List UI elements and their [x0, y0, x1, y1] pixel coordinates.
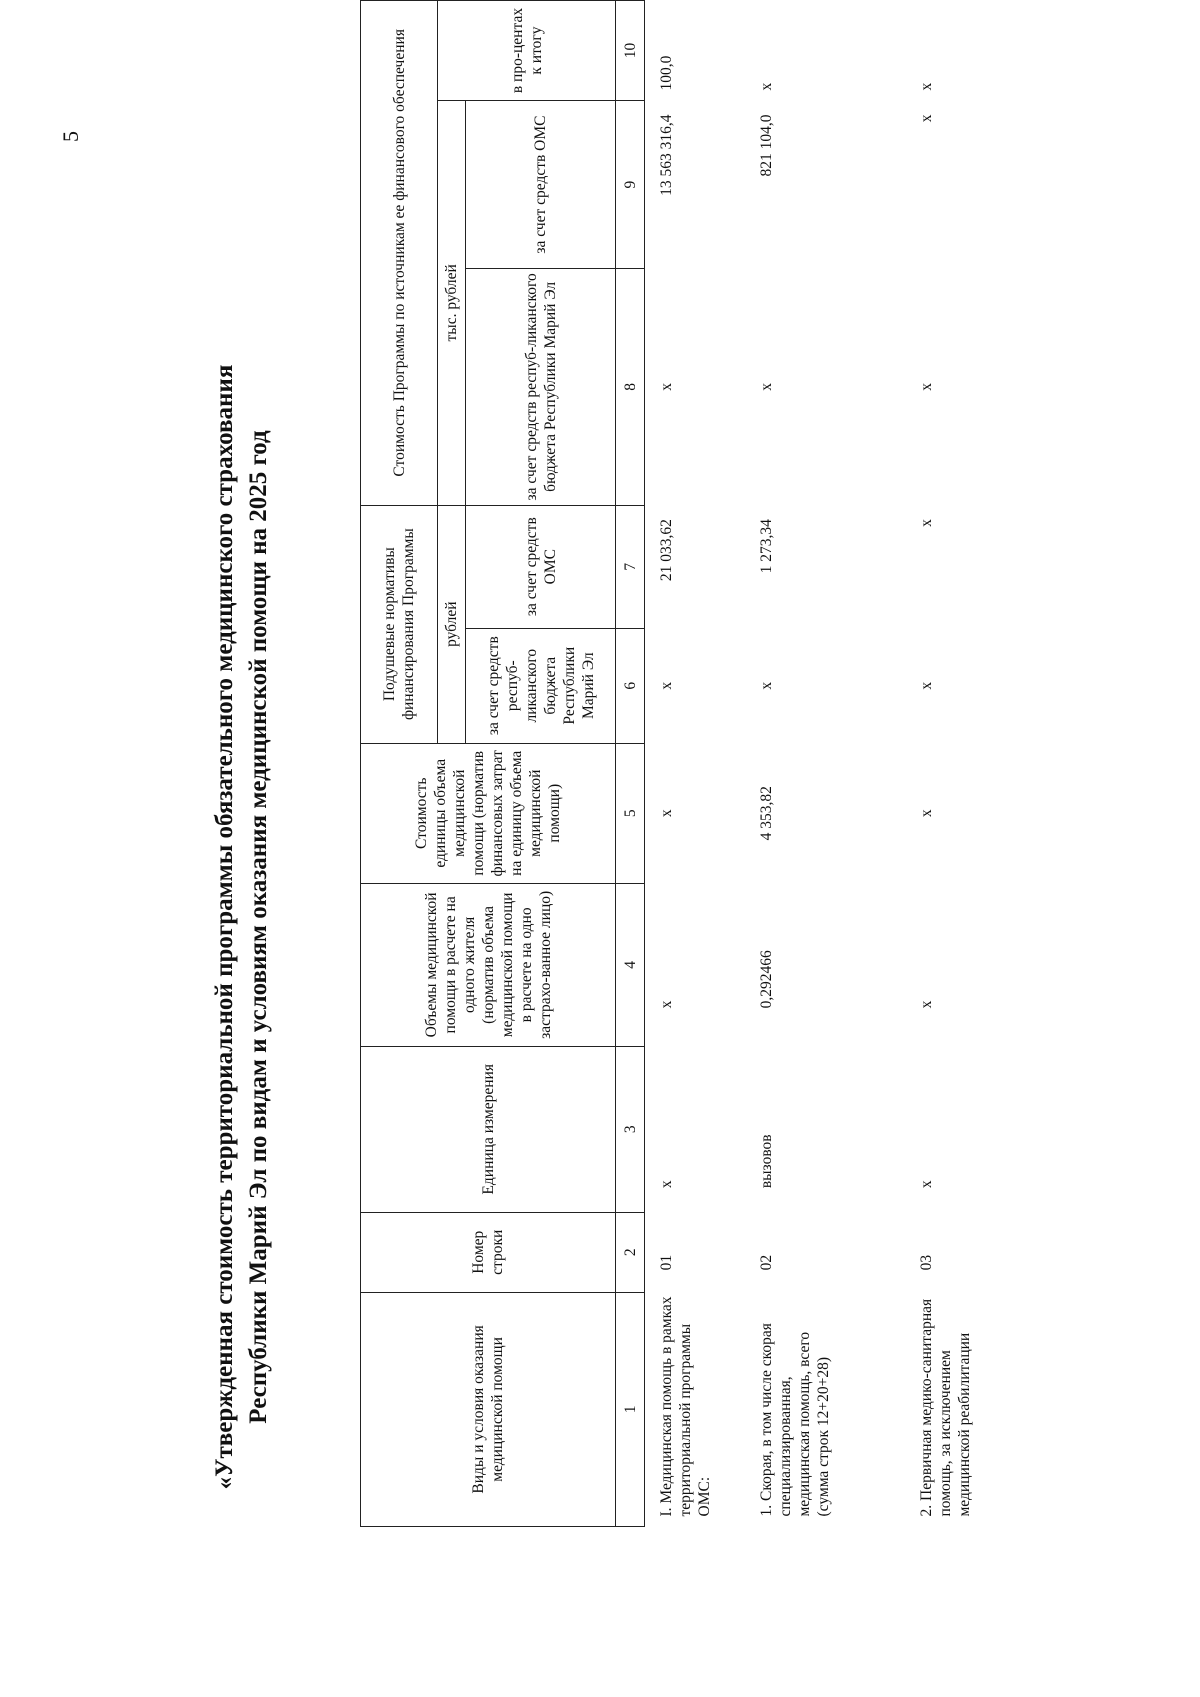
row-cost-budget: х: [757, 382, 775, 391]
table-row: [745, 1, 905, 1527]
row-unit-cost: х: [917, 809, 935, 818]
cost-table: [360, 0, 1045, 1527]
header-unit-cost: Стоимость единицы объема медицинской помощи (норматив финансовых затрат на единицу объема медицинской помощи): [361, 743, 616, 883]
title-line-1: «Утвержденная стоимость территориальной программы обязательного медицинского страхования: [211, 364, 238, 1490]
col-num-1: 1: [616, 1292, 645, 1526]
header-unit: Единица измерения: [361, 1046, 616, 1212]
row-cost-budget: х: [658, 382, 675, 391]
header-pc-budget: за счет средств респуб-ликанского бюджета Республики Марий Эл: [466, 628, 616, 743]
title-line-2: Республики Марий Эл по видам и условиям оказания медицинской помощи на 2025 год: [245, 430, 272, 1424]
col-num-9: 9: [616, 101, 645, 269]
row-cost-oms: 821 104,0: [757, 114, 775, 177]
header-per-capita: Подушевые нормативы финансирования Программы: [361, 505, 438, 743]
header-cost-oms: за счет средств ОМС: [466, 101, 616, 269]
col-num-7: 7: [616, 505, 645, 628]
row-pc-oms: 21 033,62: [658, 519, 675, 582]
col-num-8: 8: [616, 269, 645, 506]
header-rubles: рублей: [438, 505, 466, 743]
row-unit: х: [917, 1180, 935, 1189]
column-number-row: [616, 1, 645, 1527]
row-cost-oms: х: [917, 114, 935, 123]
header-percent: в про-центах к итогу: [438, 1, 616, 101]
header-thousand-rubles: тыс. рублей: [438, 101, 466, 506]
table-row: [905, 1, 1045, 1527]
col-num-6: 6: [616, 628, 645, 743]
row-code: 02: [757, 1254, 775, 1271]
row-percent: х: [917, 82, 935, 91]
row-pc-oms: х: [917, 519, 935, 527]
header-kinds: Виды и условия оказания медицинской помощи: [361, 1292, 616, 1526]
row-code: 01: [658, 1254, 675, 1271]
row-name: 1. Скорая, в том числе скорая специализированная, медицинская помощь, всего (сумма строк 12+20+28): [757, 1323, 832, 1517]
col-num-2: 2: [616, 1212, 645, 1292]
row-name: 2. Первичная медико-санитарная помощь, за исключением медицинской реабилитации: [917, 1298, 973, 1517]
header-cost-budget: за счет средств респуб-ликанского бюджета Республики Марий Эл: [466, 269, 616, 506]
row-name: I. Медицинская помощь в рамках территориальной программы ОМС:: [658, 1296, 713, 1517]
table-row: [645, 1, 745, 1527]
row-volume: х: [658, 1000, 675, 1009]
row-unit-cost: х: [658, 809, 675, 818]
col-num-3: 3: [616, 1046, 645, 1212]
row-cost-budget: х: [917, 382, 935, 391]
header-pc-oms: за счет средств ОМС: [466, 505, 616, 628]
col-num-10: 10: [616, 1, 645, 101]
col-num-4: 4: [616, 883, 645, 1046]
header-row-number: Номер строки: [361, 1212, 616, 1292]
row-cost-oms: 13 563 316,4: [658, 114, 675, 196]
row-percent: 100,0: [658, 55, 675, 91]
row-volume: х: [917, 1000, 935, 1009]
row-unit: вызовов: [757, 1134, 775, 1189]
document-title: [208, 217, 276, 1637]
header-volume: Объемы медицинской помощи в расчете на одного жителя (норматив объема медицинской помощи в расчете на одно застрахо-ванное лицо): [361, 883, 616, 1046]
row-pc-budget: х: [757, 681, 775, 690]
page-number: 5: [58, 131, 83, 142]
row-unit: х: [658, 1180, 675, 1189]
header-program-cost: Стоимость Программы по источникам ее финансового обеспечения: [361, 1, 438, 506]
col-num-5: 5: [616, 743, 645, 883]
row-code: 03: [917, 1254, 935, 1271]
row-pc-budget: х: [658, 681, 675, 690]
row-unit-cost: 4 353,82: [757, 786, 775, 841]
row-volume: 0,292466: [757, 950, 775, 1009]
row-pc-oms: 1 273,34: [757, 519, 775, 574]
row-percent: х: [757, 82, 775, 91]
row-pc-budget: х: [917, 681, 935, 690]
